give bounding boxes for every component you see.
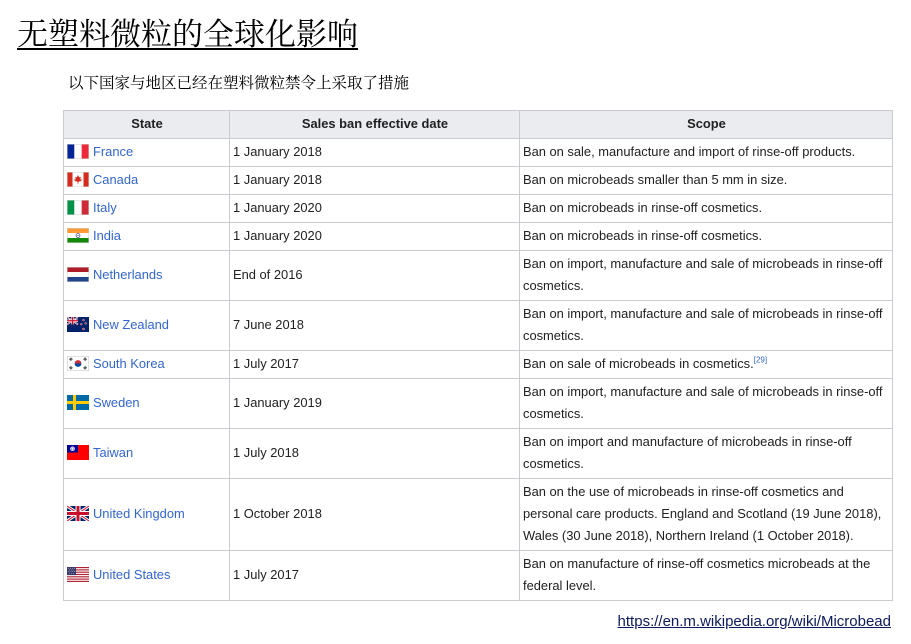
- column-header-scope: Scope: [520, 111, 893, 139]
- country-link-netherlands[interactable]: Netherlands: [93, 267, 163, 282]
- united-kingdom-flag-icon: [67, 506, 89, 521]
- country-link-sweden[interactable]: Sweden: [93, 395, 140, 410]
- scope-cell: Ban on import and manufacture of microbeads in rinse-off cosmetics.: [520, 429, 893, 479]
- new-zealand-flag-icon: [67, 317, 89, 332]
- state-cell: [64, 195, 230, 223]
- scope-cell: Ban on manufacture of rinse-off cosmetics microbeads at the federal level.: [520, 551, 893, 601]
- table-header-row: [64, 111, 893, 139]
- page-subtitle: 以下国家与地区已经在塑料微粒禁令上采取了措施: [68, 75, 410, 92]
- date-cell: 1 October 2018: [230, 479, 520, 551]
- microbead-ban-table: [63, 110, 893, 601]
- south-korea-flag-icon: [67, 356, 89, 371]
- country-link-new-zealand[interactable]: New Zealand: [93, 317, 169, 332]
- country-link-united-states[interactable]: United States: [93, 567, 171, 582]
- page-title: 无塑料微粒的全球化影响: [17, 17, 358, 52]
- date-cell: 1 July 2017: [230, 351, 520, 379]
- table-row: [64, 251, 893, 301]
- table-row: [64, 479, 893, 551]
- scope-cell: Ban on microbeads smaller than 5 mm in size.: [520, 167, 893, 195]
- table-row: [64, 223, 893, 251]
- taiwan-flag-icon: [67, 445, 89, 460]
- date-cell: End of 2016: [230, 251, 520, 301]
- column-header-date: Sales ban effective date: [230, 111, 520, 139]
- state-cell: [64, 167, 230, 195]
- table-row: [64, 551, 893, 601]
- date-cell: 1 January 2020: [230, 195, 520, 223]
- state-cell: [64, 379, 230, 429]
- scope-cell: Ban on import, manufacture and sale of microbeads in rinse-off cosmetics.: [520, 301, 893, 351]
- date-cell: 1 January 2018: [230, 139, 520, 167]
- scope-cell: [520, 351, 893, 379]
- date-cell: 1 July 2017: [230, 551, 520, 601]
- scope-cell: Ban on import, manufacture and sale of microbeads in rinse-off cosmetics.: [520, 379, 893, 429]
- scope-cell: Ban on import, manufacture and sale of microbeads in rinse-off cosmetics.: [520, 251, 893, 301]
- state-cell: [64, 251, 230, 301]
- table-row: [64, 195, 893, 223]
- netherlands-flag-icon: [67, 267, 89, 282]
- date-cell: 7 June 2018: [230, 301, 520, 351]
- table-row: [64, 301, 893, 351]
- table-row: [64, 429, 893, 479]
- state-cell: [64, 551, 230, 601]
- state-cell: [64, 139, 230, 167]
- date-cell: 1 July 2018: [230, 429, 520, 479]
- country-link-south-korea[interactable]: South Korea: [93, 356, 165, 371]
- state-cell: [64, 429, 230, 479]
- state-cell: [64, 301, 230, 351]
- table-row: [64, 379, 893, 429]
- country-link-united-kingdom[interactable]: United Kingdom: [93, 506, 185, 521]
- table-row: [64, 139, 893, 167]
- table-row: [64, 167, 893, 195]
- table-row: [64, 351, 893, 379]
- united-states-flag-icon: [67, 567, 89, 582]
- scope-cell: Ban on microbeads in rinse-off cosmetics.: [520, 223, 893, 251]
- state-cell: [64, 351, 230, 379]
- scope-cell: Ban on microbeads in rinse-off cosmetics.: [520, 195, 893, 223]
- column-header-state: State: [64, 111, 230, 139]
- country-link-italy[interactable]: Italy: [93, 200, 117, 215]
- state-cell: [64, 223, 230, 251]
- canada-flag-icon: [67, 172, 89, 187]
- source-link[interactable]: https://en.m.wikipedia.org/wiki/Microbead: [617, 613, 891, 630]
- date-cell: 1 January 2020: [230, 223, 520, 251]
- scope-text: Ban on sale of microbeads in cosmetics.: [523, 356, 754, 371]
- country-link-canada[interactable]: Canada: [93, 172, 139, 187]
- date-cell: 1 January 2019: [230, 379, 520, 429]
- state-cell: [64, 479, 230, 551]
- scope-cell: Ban on the use of microbeads in rinse-off cosmetics and personal care products. England and Scotland (19 June 2018), Wales (30 June 2018), Northern Ireland (1 October 2018).: [520, 479, 893, 551]
- country-link-taiwan[interactable]: Taiwan: [93, 445, 134, 460]
- scope-cell: Ban on sale, manufacture and import of rinse-off products.: [520, 139, 893, 167]
- date-cell: 1 January 2018: [230, 167, 520, 195]
- india-flag-icon: [67, 228, 89, 243]
- reference-link[interactable]: [29]: [753, 355, 768, 365]
- france-flag-icon: [67, 144, 89, 159]
- country-link-india[interactable]: India: [93, 228, 121, 243]
- sweden-flag-icon: [67, 395, 89, 410]
- country-link-france[interactable]: France: [93, 144, 134, 159]
- italy-flag-icon: [67, 200, 89, 215]
